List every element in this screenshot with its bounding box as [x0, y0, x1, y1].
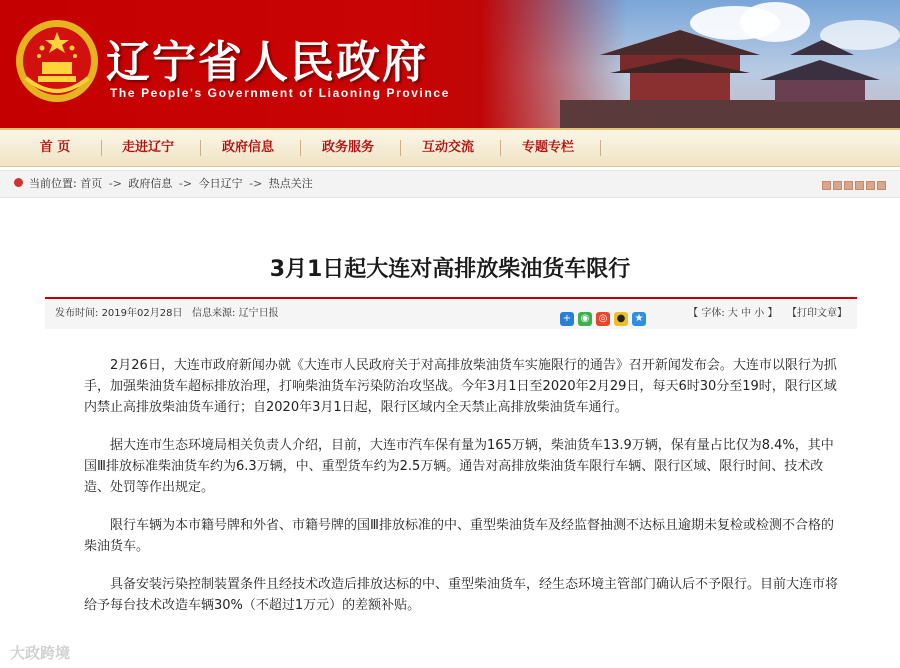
article-title: 3月1日起大连对高排放柴油货车限行	[269, 257, 631, 282]
nav-home[interactable]: 首 页	[39, 140, 71, 155]
breadcrumb-home[interactable]: 首页	[80, 177, 103, 190]
publish-label: 发布时间:	[55, 308, 99, 319]
weibo-icon[interactable]: ◎	[596, 312, 610, 326]
nav-about-liaoning[interactable]: 走进辽宁	[121, 140, 174, 155]
nav-gov-services[interactable]: 政务服务	[321, 140, 374, 155]
font-size-large[interactable]: 大	[727, 308, 738, 319]
nav-special-topics[interactable]: 专题专栏	[521, 140, 574, 155]
breadcrumb-hot-topics[interactable]: 热点关注	[268, 177, 313, 190]
article-paragraph: 限行车辆为本市籍号牌和外省、市籍号牌的国Ⅲ排放标准的中、重型柴油货车及经监督抽测不达标且逾期未复检或检测不合格的柴油货车。	[84, 518, 834, 554]
location-pin-icon	[14, 178, 23, 187]
publish-date: 2019年02月28日	[101, 308, 183, 319]
article-paragraph: 2月26日，大连市政府新闻办就《大连市人民政府关于对高排放柴油货车实施限行的通告》召开新闻发布会。大连市以限行为抓手，加强柴油货车超标排放治理，打响柴油货车污染防治攻坚战。今年3月1日至2020年2月29日，每天6时30分至19时，限行区域内禁止高排放柴油货车通行；自2020年3月1日起，限行区域内全天禁止高排放柴油货车通行。	[84, 358, 837, 415]
national-emblem-icon	[14, 18, 100, 104]
site-title: 辽宁省人民政府	[106, 37, 428, 88]
watermark: 大政跨境	[10, 644, 71, 662]
font-size-small[interactable]: 小	[754, 308, 765, 319]
breadcrumb-today-liaoning[interactable]: 今日辽宁	[198, 177, 243, 190]
star-icon[interactable]: ★	[632, 312, 646, 326]
palace-illustration	[560, 0, 900, 128]
source-label: 信息来源:	[192, 308, 236, 319]
page-options-icon[interactable]	[820, 180, 886, 193]
article-paragraph: 据大连市生态环境局相关负责人介绍，目前，大连市汽车保有量为165万辆，柴油货车13.9万辆，保有量占比仅为8.4%，其中国Ⅲ排放标准柴油货车约为6.3万辆，中、重型货车约为2.5万辆。通告对高排放柴油货车限行车辆、限行区域、限行时间、技术改造、处罚等作出规定。	[84, 438, 834, 495]
article-meta-bar: 发布时间: 2019年02月28日 信息来源: 辽宁日报 + ◉ ◎ ● ★ 【 字体: 大 中 小 】 【打印文章】	[45, 297, 857, 329]
nav-interaction[interactable]: 互动交流	[421, 140, 474, 155]
article-body	[84, 355, 844, 633]
nav-gov-info[interactable]: 政府信息	[221, 140, 274, 155]
source-name: 辽宁日报	[238, 308, 279, 319]
breadcrumb-gov-info[interactable]: 政府信息	[128, 177, 173, 190]
share-icons	[560, 306, 650, 326]
qq-icon[interactable]: ●	[614, 312, 628, 326]
breadcrumb: 当前位置: 首页 -> 政府信息 -> 今日辽宁 -> 热点关注	[0, 170, 900, 198]
font-size-label: 【 字体:	[688, 308, 725, 319]
site-title-english: The People's Government of Liaoning Province	[110, 86, 450, 100]
breadcrumb-label: 当前位置:	[29, 177, 77, 190]
print-article-link[interactable]: 【打印文章】	[787, 308, 847, 319]
font-size-medium[interactable]: 中	[741, 308, 752, 319]
main-nav	[0, 128, 900, 167]
article-paragraph: 具备安装污染控制装置条件且经技术改造后排放达标的中、重型柴油货车，经生态环境主管部门确认后不予限行。目前大连市将给予每台技术改造车辆30%（不超过1万元）的差额补贴。	[84, 577, 839, 613]
wechat-icon[interactable]: ◉	[578, 312, 592, 326]
plus-share-icon[interactable]: +	[560, 312, 574, 326]
site-banner	[0, 0, 900, 128]
